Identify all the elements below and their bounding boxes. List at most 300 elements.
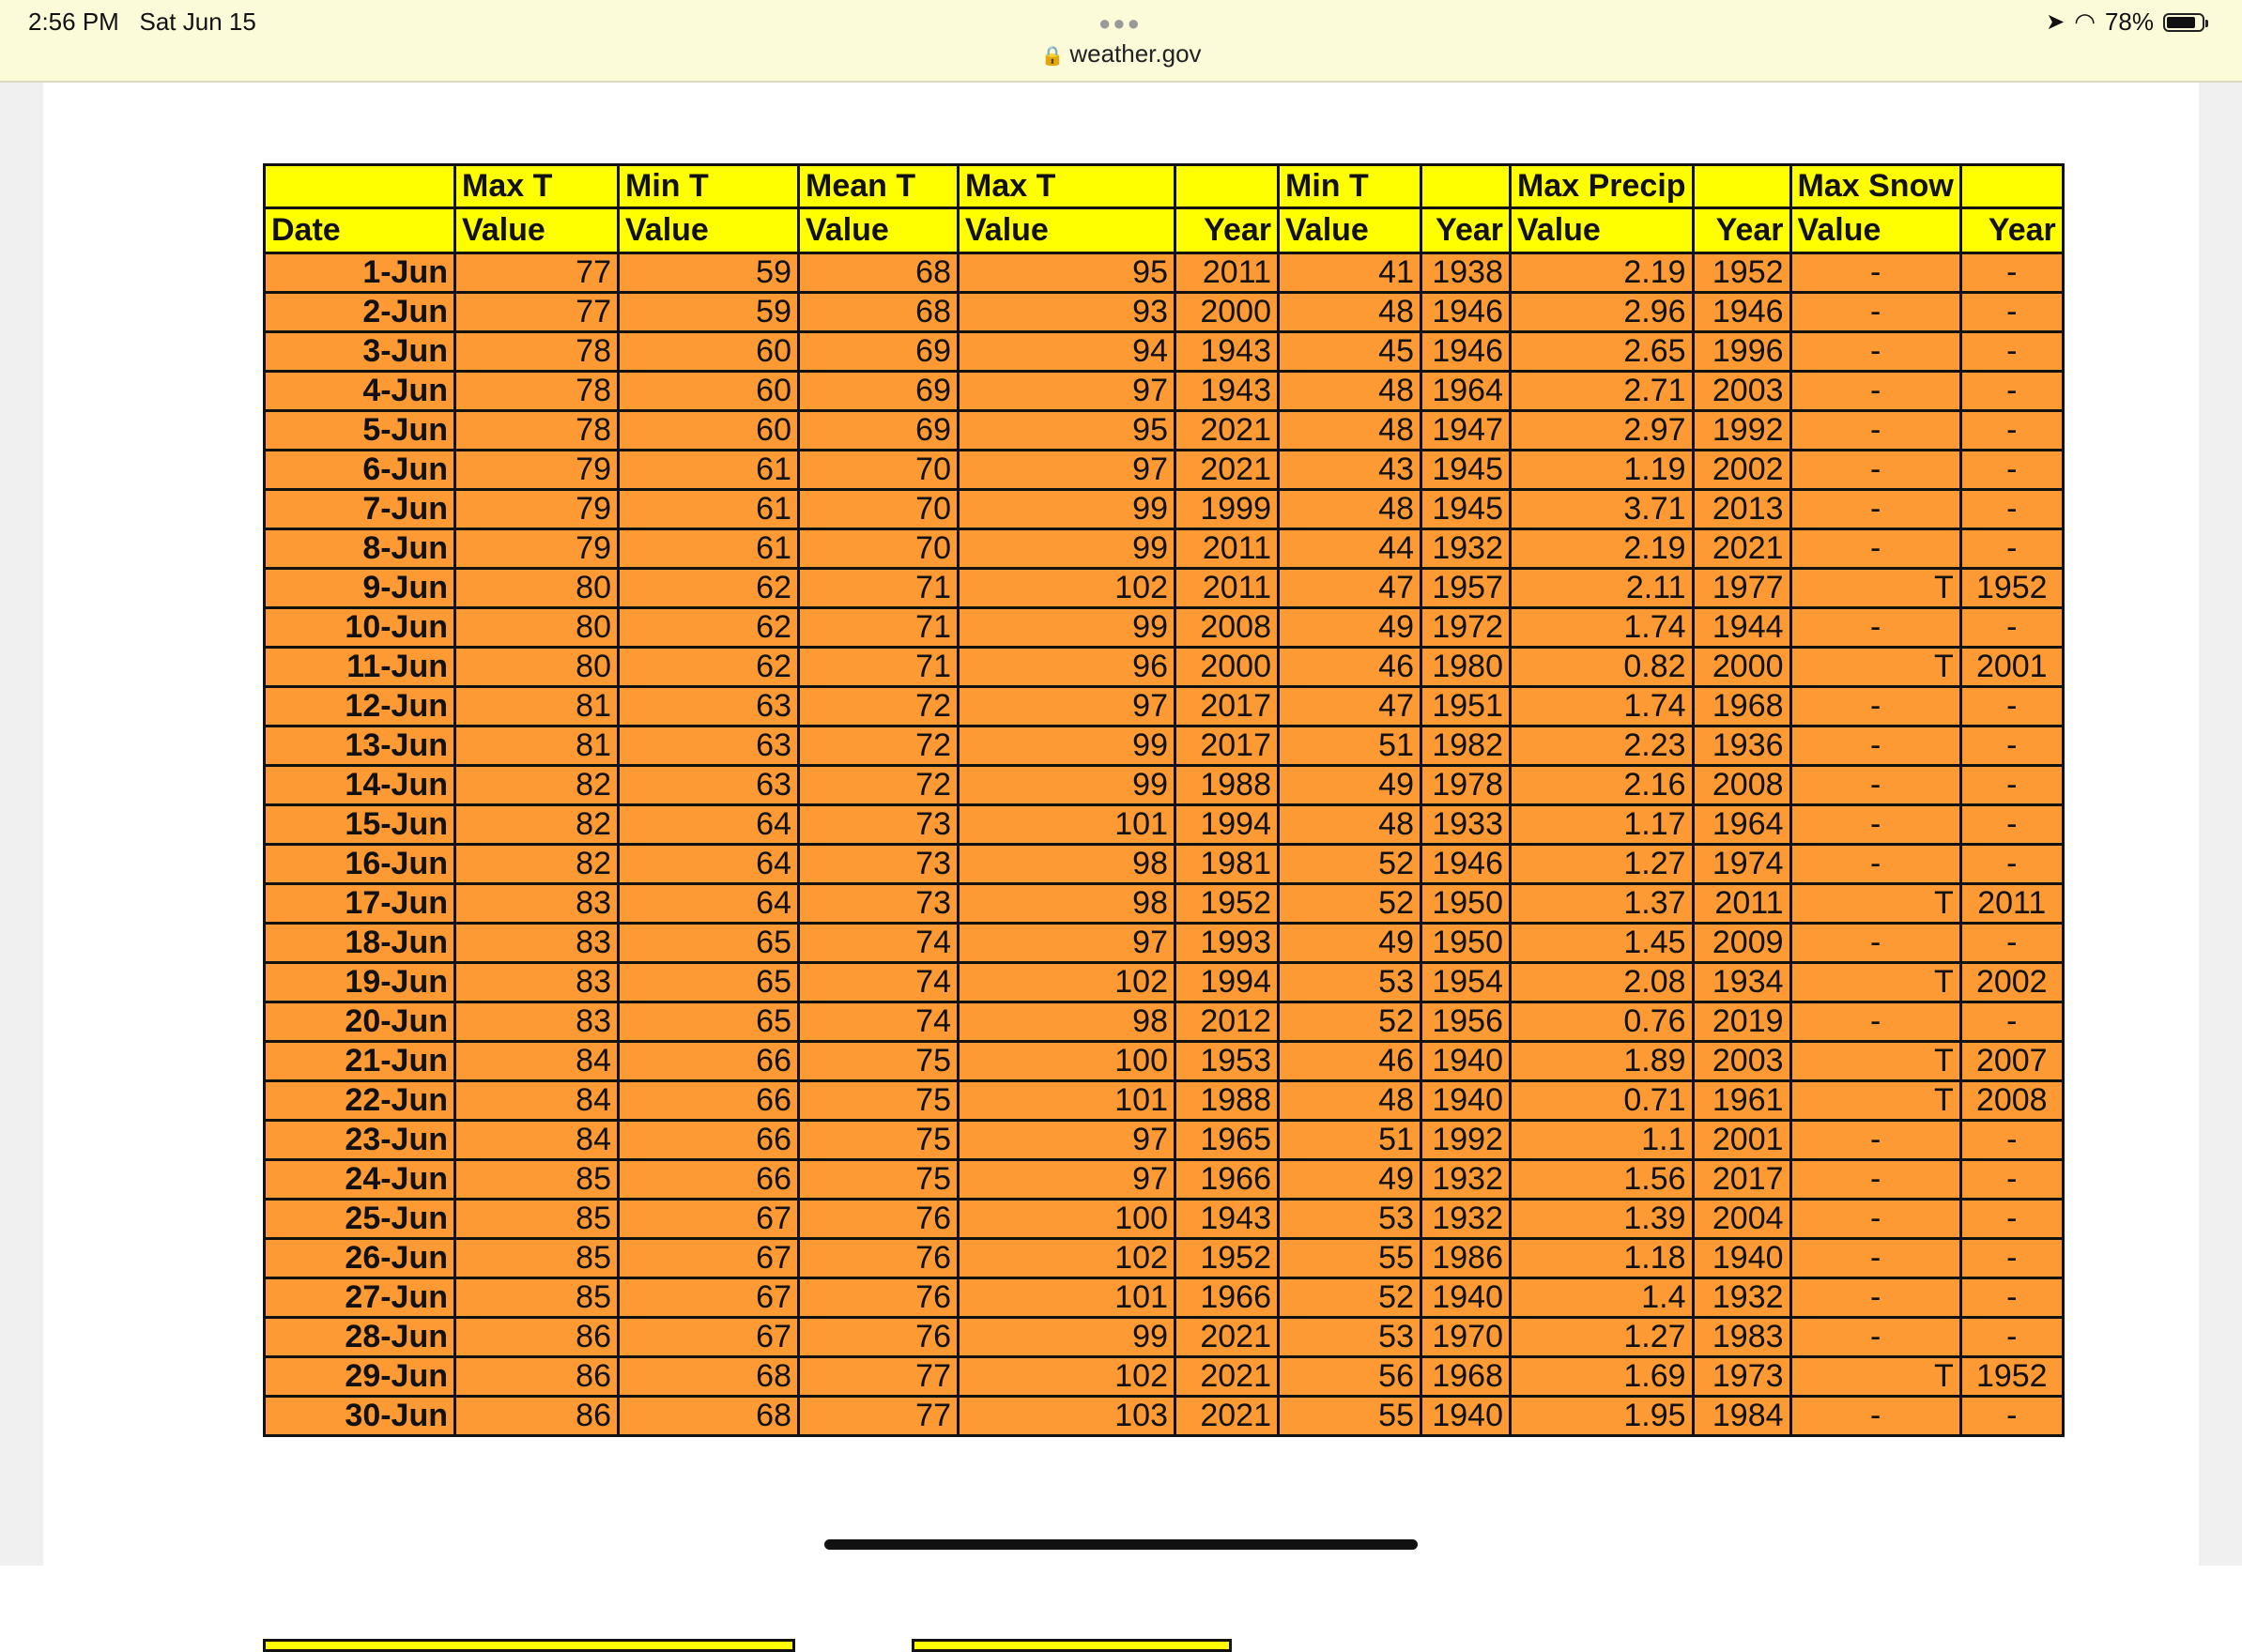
table-cell: 83 <box>455 924 619 963</box>
table-cell: 1943 <box>1175 1200 1279 1239</box>
table-cell: 49 <box>1279 766 1421 805</box>
table-cell: - <box>1790 490 1960 529</box>
table-cell: 2.23 <box>1511 727 1694 766</box>
table-cell: 55 <box>1279 1239 1421 1278</box>
table-cell: 1974 <box>1693 845 1790 884</box>
table-cell: 56 <box>1279 1357 1421 1397</box>
table-cell: 47 <box>1279 687 1421 727</box>
table-cell: 77 <box>455 253 619 293</box>
table-cell: 2021 <box>1175 1318 1279 1357</box>
table-cell: Year <box>1175 208 1279 253</box>
table-cell: 96 <box>959 648 1175 687</box>
table-cell: 84 <box>455 1042 619 1081</box>
table-cell: - <box>1790 332 1960 372</box>
table-cell: - <box>1960 1239 2063 1278</box>
table-cell: 2017 <box>1175 687 1279 727</box>
table-cell: 63 <box>619 727 799 766</box>
table-cell: 44 <box>1279 529 1421 569</box>
table-cell: Value <box>959 208 1175 253</box>
table-cell: 1.27 <box>1511 845 1694 884</box>
table-cell: 79 <box>455 490 619 529</box>
table-cell: 25-Jun <box>265 1200 455 1239</box>
table-cell: - <box>1790 727 1960 766</box>
table-cell: 2019 <box>1693 1002 1790 1042</box>
table-cell: 102 <box>959 1239 1175 1278</box>
table-cell: Value <box>619 208 799 253</box>
table-cell: 30-Jun <box>265 1397 455 1436</box>
table-cell: 2004 <box>1693 1200 1790 1239</box>
table-cell: 74 <box>799 1002 959 1042</box>
table-cell: 2008 <box>1693 766 1790 805</box>
table-cell: 64 <box>619 884 799 924</box>
status-time: 2:56 PM <box>28 8 119 36</box>
table-cell: 76 <box>799 1278 959 1318</box>
table-cell: 69 <box>799 332 959 372</box>
table-cell: 1.18 <box>1511 1239 1694 1278</box>
table-cell: 74 <box>799 924 959 963</box>
table-cell: 1.89 <box>1511 1042 1694 1081</box>
table-cell: 2.97 <box>1511 411 1694 451</box>
table-cell: - <box>1960 1160 2063 1200</box>
table-cell: 1988 <box>1175 766 1279 805</box>
table-cell: 77 <box>799 1357 959 1397</box>
table-cell: 20-Jun <box>265 1002 455 1042</box>
table-cell: 1956 <box>1421 1002 1511 1042</box>
table-cell: 1947 <box>1421 411 1511 451</box>
table-row <box>265 332 2064 372</box>
table-cell: 48 <box>1279 372 1421 411</box>
table-cell: 61 <box>619 451 799 490</box>
table-cell: 49 <box>1279 924 1421 963</box>
table-cell: 1994 <box>1175 805 1279 845</box>
table-cell: 1940 <box>1421 1397 1511 1436</box>
table-cell: 1952 <box>1960 1357 2063 1397</box>
table-cell: 1980 <box>1421 648 1511 687</box>
table-cell: 1943 <box>1175 332 1279 372</box>
table-cell: - <box>1960 924 2063 963</box>
table-cell: 97 <box>959 372 1175 411</box>
table-cell: 1946 <box>1421 293 1511 332</box>
table-cell: 1999 <box>1175 490 1279 529</box>
table-cell: - <box>1960 727 2063 766</box>
home-indicator[interactable] <box>824 1539 1418 1550</box>
status-date: Sat Jun 15 <box>139 8 256 36</box>
table-cell: 1994 <box>1175 963 1279 1002</box>
table-cell: 86 <box>455 1397 619 1436</box>
table-cell: 17-Jun <box>265 884 455 924</box>
table-cell: - <box>1960 529 2063 569</box>
table-header-row <box>265 208 2064 253</box>
table-cell: 13-Jun <box>265 727 455 766</box>
table-cell: 79 <box>455 529 619 569</box>
table-row <box>265 1042 2064 1081</box>
table-cell: 86 <box>455 1318 619 1357</box>
table-row <box>265 1397 2064 1436</box>
table-cell: - <box>1960 608 2063 648</box>
table-cell: 1932 <box>1421 1160 1511 1200</box>
table-cell: 3.71 <box>1511 490 1694 529</box>
table-cell: 76 <box>799 1200 959 1239</box>
table-cell: 1932 <box>1421 529 1511 569</box>
table-row <box>265 569 2064 608</box>
table-cell: 63 <box>619 687 799 727</box>
table-cell: 1.45 <box>1511 924 1694 963</box>
table-cell: 97 <box>959 687 1175 727</box>
table-cell: 67 <box>619 1318 799 1357</box>
table-cell: 99 <box>959 727 1175 766</box>
table-cell: 1940 <box>1693 1239 1790 1278</box>
table-cell: 85 <box>455 1200 619 1239</box>
table-cell: 14-Jun <box>265 766 455 805</box>
table-cell: 70 <box>799 490 959 529</box>
table-cell: 1953 <box>1175 1042 1279 1081</box>
table-cell: 2.71 <box>1511 372 1694 411</box>
table-cell: 1.1 <box>1511 1121 1694 1160</box>
table-cell: - <box>1790 1121 1960 1160</box>
table-cell: 74 <box>799 963 959 1002</box>
table-cell: 98 <box>959 1002 1175 1042</box>
table-cell: - <box>1960 687 2063 727</box>
table-cell: 78 <box>455 332 619 372</box>
table-cell: 3-Jun <box>265 332 455 372</box>
table-cell: 52 <box>1279 1278 1421 1318</box>
table-cell: 68 <box>619 1357 799 1397</box>
table-cell: - <box>1790 1397 1960 1436</box>
table-cell: 1-Jun <box>265 253 455 293</box>
table-cell: 76 <box>799 1318 959 1357</box>
table-cell: 97 <box>959 1160 1175 1200</box>
table-cell: 99 <box>959 766 1175 805</box>
table-cell: 66 <box>619 1042 799 1081</box>
table-cell: 84 <box>455 1081 619 1121</box>
location-arrow-icon: ➤ <box>2046 9 2065 35</box>
table-cell: 1968 <box>1421 1357 1511 1397</box>
table-cell: 100 <box>959 1042 1175 1081</box>
table-cell: 75 <box>799 1160 959 1200</box>
table-cell: 63 <box>619 766 799 805</box>
table-cell <box>1960 165 2063 208</box>
web-page <box>43 83 2199 1566</box>
table-cell: 41 <box>1279 253 1421 293</box>
table-cell: 81 <box>455 727 619 766</box>
table-cell: 68 <box>619 1397 799 1436</box>
table-row <box>265 608 2064 648</box>
table-cell: - <box>1790 372 1960 411</box>
table-cell: 5-Jun <box>265 411 455 451</box>
table-header-group-row <box>265 165 2064 208</box>
table-cell: 59 <box>619 253 799 293</box>
table-cell: 64 <box>619 845 799 884</box>
table-cell: 99 <box>959 490 1175 529</box>
table-cell: 28-Jun <box>265 1318 455 1357</box>
table-cell: 2011 <box>1960 884 2063 924</box>
table-cell: Max Precip <box>1511 165 1694 208</box>
table-cell: 67 <box>619 1239 799 1278</box>
table-cell: 67 <box>619 1200 799 1239</box>
table-cell: 2000 <box>1175 648 1279 687</box>
table-cell: 75 <box>799 1081 959 1121</box>
table-cell: 65 <box>619 963 799 1002</box>
table-cell: 2002 <box>1960 963 2063 1002</box>
table-cell: 97 <box>959 924 1175 963</box>
table-cell: 71 <box>799 569 959 608</box>
table-cell: 66 <box>619 1121 799 1160</box>
table-cell: 11-Jun <box>265 648 455 687</box>
next-table-top-right <box>912 1639 1232 1652</box>
table-cell: 72 <box>799 727 959 766</box>
table-cell: 67 <box>619 1278 799 1318</box>
table-cell: - <box>1960 293 2063 332</box>
table-cell: 73 <box>799 805 959 845</box>
table-row <box>265 490 2064 529</box>
table-cell: 80 <box>455 569 619 608</box>
table-cell: 29-Jun <box>265 1357 455 1397</box>
table-cell: 23-Jun <box>265 1121 455 1160</box>
table-cell: 98 <box>959 845 1175 884</box>
table-cell: 61 <box>619 529 799 569</box>
table-cell: 78 <box>455 411 619 451</box>
table-cell: - <box>1960 372 2063 411</box>
table-cell: 62 <box>619 608 799 648</box>
more-dots-icon[interactable]: ●●● <box>1098 11 1142 35</box>
table-cell: 2013 <box>1693 490 1790 529</box>
table-row <box>265 529 2064 569</box>
table-cell: 1940 <box>1421 1042 1511 1081</box>
table-cell: 1940 <box>1421 1278 1511 1318</box>
table-cell: 4-Jun <box>265 372 455 411</box>
table-cell: 1932 <box>1421 1200 1511 1239</box>
table-cell: T <box>1790 884 1960 924</box>
table-cell: 65 <box>619 1002 799 1042</box>
table-cell: 1986 <box>1421 1239 1511 1278</box>
table-cell: Max T <box>959 165 1175 208</box>
table-cell: 2000 <box>1175 293 1279 332</box>
table-cell: 102 <box>959 963 1175 1002</box>
table-cell: 16-Jun <box>265 845 455 884</box>
battery-icon <box>2163 13 2204 32</box>
table-cell: 77 <box>799 1397 959 1436</box>
table-cell: Year <box>1693 208 1790 253</box>
table-cell: 1964 <box>1693 805 1790 845</box>
table-cell <box>265 165 455 208</box>
table-cell: 1950 <box>1421 924 1511 963</box>
table-cell: 51 <box>1279 727 1421 766</box>
table-cell: T <box>1790 648 1960 687</box>
table-cell: 1992 <box>1693 411 1790 451</box>
table-cell: 12-Jun <box>265 687 455 727</box>
table-cell: 1993 <box>1175 924 1279 963</box>
table-cell: 2.96 <box>1511 293 1694 332</box>
table-cell: 1992 <box>1421 1121 1511 1160</box>
table-cell <box>1693 165 1790 208</box>
table-cell: - <box>1790 1200 1960 1239</box>
table-cell: 2003 <box>1693 1042 1790 1081</box>
table-cell: 18-Jun <box>265 924 455 963</box>
table-cell: 9-Jun <box>265 569 455 608</box>
table-cell: 48 <box>1279 805 1421 845</box>
table-cell: 71 <box>799 648 959 687</box>
wifi-icon: ◠ <box>2074 8 2096 36</box>
table-cell: 1964 <box>1421 372 1511 411</box>
table-cell: 2001 <box>1960 648 2063 687</box>
table-cell: 1946 <box>1421 845 1511 884</box>
table-cell: 59 <box>619 293 799 332</box>
table-cell: 2021 <box>1693 529 1790 569</box>
table-cell: 1952 <box>1175 1239 1279 1278</box>
table-cell <box>1175 165 1279 208</box>
table-cell: - <box>1790 529 1960 569</box>
table-cell: 27-Jun <box>265 1278 455 1318</box>
table-cell: 1970 <box>1421 1318 1511 1357</box>
table-cell: 102 <box>959 1357 1175 1397</box>
table-cell: 100 <box>959 1200 1175 1239</box>
table-cell: 99 <box>959 529 1175 569</box>
table-cell: 1954 <box>1421 963 1511 1002</box>
table-cell: - <box>1790 924 1960 963</box>
table-cell: Min T <box>1279 165 1421 208</box>
table-cell: 66 <box>619 1160 799 1200</box>
table-row <box>265 924 2064 963</box>
table-cell: 73 <box>799 884 959 924</box>
table-cell: Date <box>265 208 455 253</box>
table-cell: 1946 <box>1693 293 1790 332</box>
table-cell: Value <box>455 208 619 253</box>
table-cell: T <box>1790 1042 1960 1081</box>
table-cell: 1944 <box>1693 608 1790 648</box>
table-cell: 48 <box>1279 1081 1421 1121</box>
table-cell: 62 <box>619 569 799 608</box>
table-cell: 83 <box>455 884 619 924</box>
table-cell: 79 <box>455 451 619 490</box>
table-cell: 60 <box>619 372 799 411</box>
table-cell: 2003 <box>1693 372 1790 411</box>
table-cell: Value <box>1511 208 1694 253</box>
table-cell: 0.82 <box>1511 648 1694 687</box>
table-cell: 1978 <box>1421 766 1511 805</box>
table-cell: 1952 <box>1960 569 2063 608</box>
table-cell: 94 <box>959 332 1175 372</box>
table-cell: 77 <box>455 293 619 332</box>
table-cell: - <box>1790 293 1960 332</box>
table-cell: 64 <box>619 805 799 845</box>
table-row <box>265 648 2064 687</box>
table-cell: T <box>1790 569 1960 608</box>
table-cell: 8-Jun <box>265 529 455 569</box>
table-cell: 1.27 <box>1511 1318 1694 1357</box>
table-row <box>265 1278 2064 1318</box>
table-cell: 97 <box>959 451 1175 490</box>
table-cell: T <box>1790 1081 1960 1121</box>
table-cell: 1.19 <box>1511 451 1694 490</box>
table-row <box>265 845 2064 884</box>
table-cell: 2.11 <box>1511 569 1694 608</box>
table-cell: - <box>1960 490 2063 529</box>
status-indicators <box>2046 8 2204 37</box>
table-cell: 24-Jun <box>265 1160 455 1200</box>
table-cell: - <box>1960 1200 2063 1239</box>
table-row <box>265 884 2064 924</box>
table-cell: 2021 <box>1175 1357 1279 1397</box>
table-cell: 102 <box>959 569 1175 608</box>
table-cell: 80 <box>455 648 619 687</box>
table-cell: 1.4 <box>1511 1278 1694 1318</box>
table-cell: 78 <box>455 372 619 411</box>
table-cell: 2002 <box>1693 451 1790 490</box>
table-cell: - <box>1790 608 1960 648</box>
table-cell: - <box>1960 766 2063 805</box>
table-cell: Year <box>1960 208 2063 253</box>
table-cell: Value <box>1279 208 1421 253</box>
table-cell: 75 <box>799 1042 959 1081</box>
table-cell: 1952 <box>1693 253 1790 293</box>
table-cell: 72 <box>799 687 959 727</box>
table-cell: 1968 <box>1693 687 1790 727</box>
table-cell: 1984 <box>1693 1397 1790 1436</box>
table-cell: 84 <box>455 1121 619 1160</box>
address-bar[interactable] <box>0 39 2242 69</box>
table-row <box>265 1121 2064 1160</box>
table-cell: 2.19 <box>1511 529 1694 569</box>
table-row <box>265 766 2064 805</box>
table-cell: 2007 <box>1960 1042 2063 1081</box>
table-cell: T <box>1790 1357 1960 1397</box>
table-cell: - <box>1790 1160 1960 1200</box>
table-cell: 15-Jun <box>265 805 455 845</box>
table-cell: 61 <box>619 490 799 529</box>
table-cell: 1.74 <box>1511 608 1694 648</box>
table-cell: Value <box>1790 208 1960 253</box>
table-cell: - <box>1790 1278 1960 1318</box>
table-cell: 1943 <box>1175 372 1279 411</box>
table-cell: - <box>1960 805 2063 845</box>
table-cell: - <box>1790 253 1960 293</box>
table-cell: 21-Jun <box>265 1042 455 1081</box>
table-cell: 1961 <box>1693 1081 1790 1121</box>
table-cell: 68 <box>799 293 959 332</box>
table-cell: 48 <box>1279 293 1421 332</box>
table-cell: - <box>1960 1397 2063 1436</box>
table-cell: Year <box>1421 208 1511 253</box>
table-cell: 53 <box>1279 1200 1421 1239</box>
table-cell: 68 <box>799 253 959 293</box>
table-cell: 1983 <box>1693 1318 1790 1357</box>
table-cell: - <box>1960 451 2063 490</box>
table-cell: 48 <box>1279 490 1421 529</box>
table-cell: 1934 <box>1693 963 1790 1002</box>
table-cell: 1.69 <box>1511 1357 1694 1397</box>
table-cell: 82 <box>455 845 619 884</box>
battery-percent: 78% <box>2104 8 2154 36</box>
table-cell: 69 <box>799 372 959 411</box>
table-cell: 1957 <box>1421 569 1511 608</box>
table-cell: 1940 <box>1421 1081 1511 1121</box>
table-cell: 99 <box>959 608 1175 648</box>
table-cell: 66 <box>619 1081 799 1121</box>
lock-icon: 🔒 <box>1040 46 1065 67</box>
table-cell: - <box>1960 1278 2063 1318</box>
table-cell: 2021 <box>1175 451 1279 490</box>
table-cell: 2011 <box>1175 253 1279 293</box>
table-cell: T <box>1790 963 1960 1002</box>
table-cell: 1938 <box>1421 253 1511 293</box>
table-cell: 83 <box>455 1002 619 1042</box>
table-cell: 2009 <box>1693 924 1790 963</box>
table-cell: - <box>1960 1318 2063 1357</box>
table-cell: - <box>1960 1121 2063 1160</box>
table-cell: 101 <box>959 805 1175 845</box>
table-cell: 83 <box>455 963 619 1002</box>
table-cell: Max Snow <box>1790 165 1960 208</box>
